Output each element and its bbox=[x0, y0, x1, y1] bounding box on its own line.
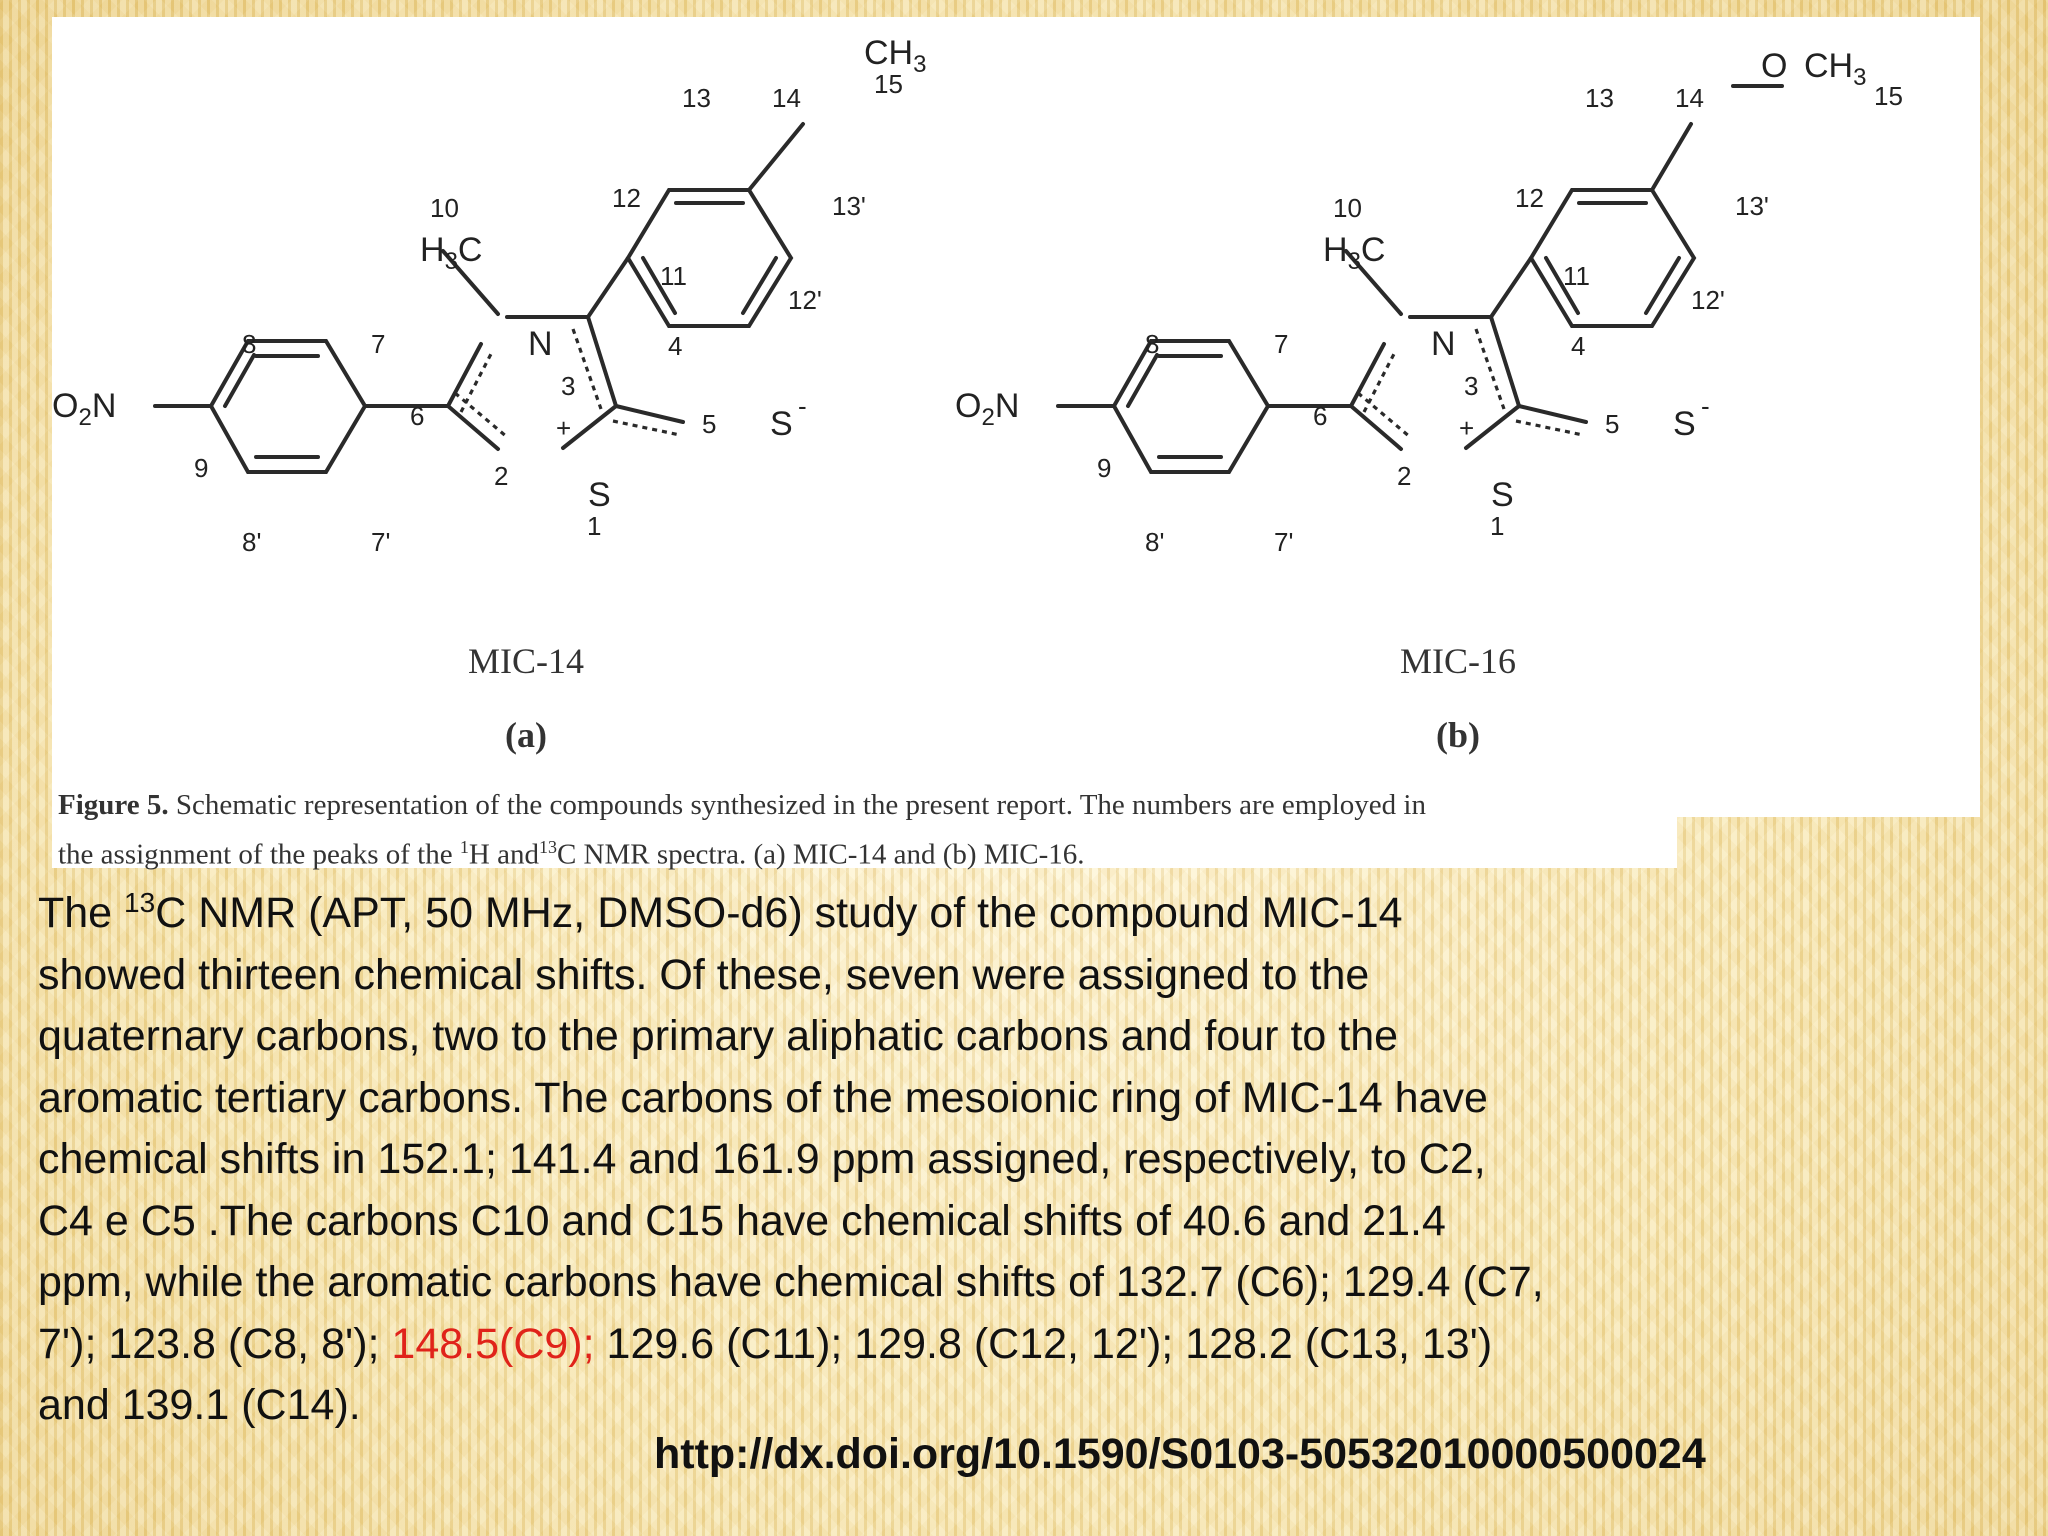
svg-text:15: 15 bbox=[1874, 81, 1903, 111]
substituent-label-b: $CH_3$ bbox=[1804, 47, 1867, 91]
labels-molecule-a bbox=[52, 34, 926, 557]
svg-text:7': 7' bbox=[1274, 527, 1294, 557]
oxygen-label-b: O bbox=[1761, 47, 1788, 85]
caption-figure-label: Figure 5. bbox=[58, 789, 169, 821]
nmr-description-paragraph bbox=[38, 883, 1838, 1437]
nitro-label-a: $O_2N$ bbox=[52, 387, 117, 431]
paragraph-line: quaternary carbons, two to the primary aliphatic carbons and four to the bbox=[38, 1012, 1399, 1060]
svg-text:12': 12' bbox=[1691, 285, 1725, 315]
sulfur-ring-label-a: S bbox=[588, 476, 611, 514]
svg-text:2: 2 bbox=[1397, 461, 1412, 491]
thiolate-label-b: S bbox=[1673, 405, 1696, 443]
nitro-label-b: $O_2N$ bbox=[955, 387, 1020, 431]
svg-text:13': 13' bbox=[1735, 191, 1769, 221]
svg-text:1: 1 bbox=[587, 511, 602, 541]
nitrogen-label-b: N bbox=[1431, 325, 1456, 363]
paragraph-line: C4 e C5 .The carbons C10 and C15 have chemical shifts of 40.6 and 21.4 bbox=[38, 1196, 1446, 1245]
paragraph-line: aromatic tertiary carbons. The carbons of the mesoionic ring of MIC-14 have bbox=[38, 1073, 1488, 1122]
svg-text:7': 7' bbox=[371, 527, 391, 557]
paragraph-line: showed thirteen chemical shifts. Of these, seven were assigned to the bbox=[38, 950, 1370, 999]
svg-text:+: + bbox=[1459, 413, 1475, 443]
svg-text:10: 10 bbox=[430, 193, 459, 223]
svg-text:13': 13' bbox=[832, 191, 866, 221]
svg-text:13: 13 bbox=[682, 83, 711, 113]
svg-text:7: 7 bbox=[1274, 329, 1289, 359]
svg-text:+: + bbox=[556, 413, 572, 443]
svg-text:12: 12 bbox=[612, 183, 641, 213]
thiolate-label-a: S bbox=[770, 405, 793, 443]
svg-text:14: 14 bbox=[1675, 83, 1704, 113]
svg-text:15: 15 bbox=[874, 69, 903, 99]
svg-text:4: 4 bbox=[668, 331, 683, 361]
compound-a-name: MIC-14 bbox=[468, 641, 584, 681]
svg-text:4: 4 bbox=[1571, 331, 1586, 361]
paragraph-line: ppm, while the aromatic carbons have chemical shifts of 132.7 (C6); 129.4 (C7, bbox=[38, 1258, 1544, 1306]
svg-text:1: 1 bbox=[1490, 511, 1505, 541]
nitrogen-label-a: N bbox=[528, 325, 553, 363]
svg-text:11: 11 bbox=[1563, 261, 1590, 291]
paragraph-line: The $^{13}$C NMR (APT, 50 MHz, DMSO-d6) study of the compound MIC-14 bbox=[38, 887, 1403, 937]
caption-line-2: the assignment of the peaks of the $^1$H and$^{13}$C NMR spectra. (a) MIC-14 and (b) MIC-16. bbox=[58, 837, 1085, 871]
paragraph-line: chemical shifts in 152.1; 141.4 and 161.9 ppm assigned, respectively, to C2, bbox=[38, 1135, 1486, 1183]
sulfur-ring-label-b: S bbox=[1491, 476, 1514, 514]
methyl-label-b: $H_3C$ bbox=[1323, 231, 1386, 275]
caption-line-1: Figure 5. Schematic representation of the compounds synthesized in the present report. The numbers are employed in bbox=[58, 789, 1426, 821]
svg-text:11: 11 bbox=[660, 261, 687, 291]
paragraph-line: 7'); 123.8 (C8, 8'); 148.5(C9); 129.6 (C11); 129.8 (C12, 12'); 128.2 (C13, 13') bbox=[38, 1319, 1493, 1368]
figure-caption bbox=[52, 784, 1677, 871]
svg-text:3: 3 bbox=[561, 371, 576, 401]
svg-text:9: 9 bbox=[1097, 453, 1112, 483]
svg-text:3: 3 bbox=[1464, 371, 1479, 401]
svg-text:2: 2 bbox=[494, 461, 509, 491]
compound-b-panel-label: (b) bbox=[1436, 715, 1480, 755]
paragraph-line: and 139.1 (C14). bbox=[38, 1381, 361, 1429]
svg-text:5: 5 bbox=[702, 409, 717, 439]
svg-text:8: 8 bbox=[242, 329, 257, 359]
compound-a-panel-label: (a) bbox=[505, 715, 547, 755]
labels-molecule-b bbox=[955, 47, 1903, 557]
svg-text:-: - bbox=[1701, 391, 1710, 421]
doi-link[interactable]: http://dx.doi.org/10.1590/S0103-50532010000500024 bbox=[654, 1430, 1706, 1478]
methyl-label-a: $H_3C$ bbox=[420, 231, 483, 275]
substituent-label-a: $CH_3$ bbox=[864, 34, 927, 78]
svg-text:10: 10 bbox=[1333, 193, 1362, 223]
svg-text:8': 8' bbox=[242, 527, 262, 557]
svg-text:7: 7 bbox=[371, 329, 386, 359]
svg-text:8': 8' bbox=[1145, 527, 1165, 557]
svg-text:12': 12' bbox=[788, 285, 822, 315]
svg-text:9: 9 bbox=[194, 453, 209, 483]
svg-text:-: - bbox=[798, 391, 807, 421]
svg-text:6: 6 bbox=[410, 401, 425, 431]
structure-diagram bbox=[52, 17, 1980, 817]
svg-text:6: 6 bbox=[1313, 401, 1328, 431]
svg-text:5: 5 bbox=[1605, 409, 1620, 439]
figure-panel bbox=[52, 17, 1980, 817]
svg-text:12: 12 bbox=[1515, 183, 1544, 213]
compound-b-name: MIC-16 bbox=[1400, 641, 1516, 681]
highlighted-c9-shift: 148.5(C9); bbox=[391, 1319, 595, 1368]
svg-text:14: 14 bbox=[772, 83, 801, 113]
svg-text:8: 8 bbox=[1145, 329, 1160, 359]
svg-text:13: 13 bbox=[1585, 83, 1614, 113]
